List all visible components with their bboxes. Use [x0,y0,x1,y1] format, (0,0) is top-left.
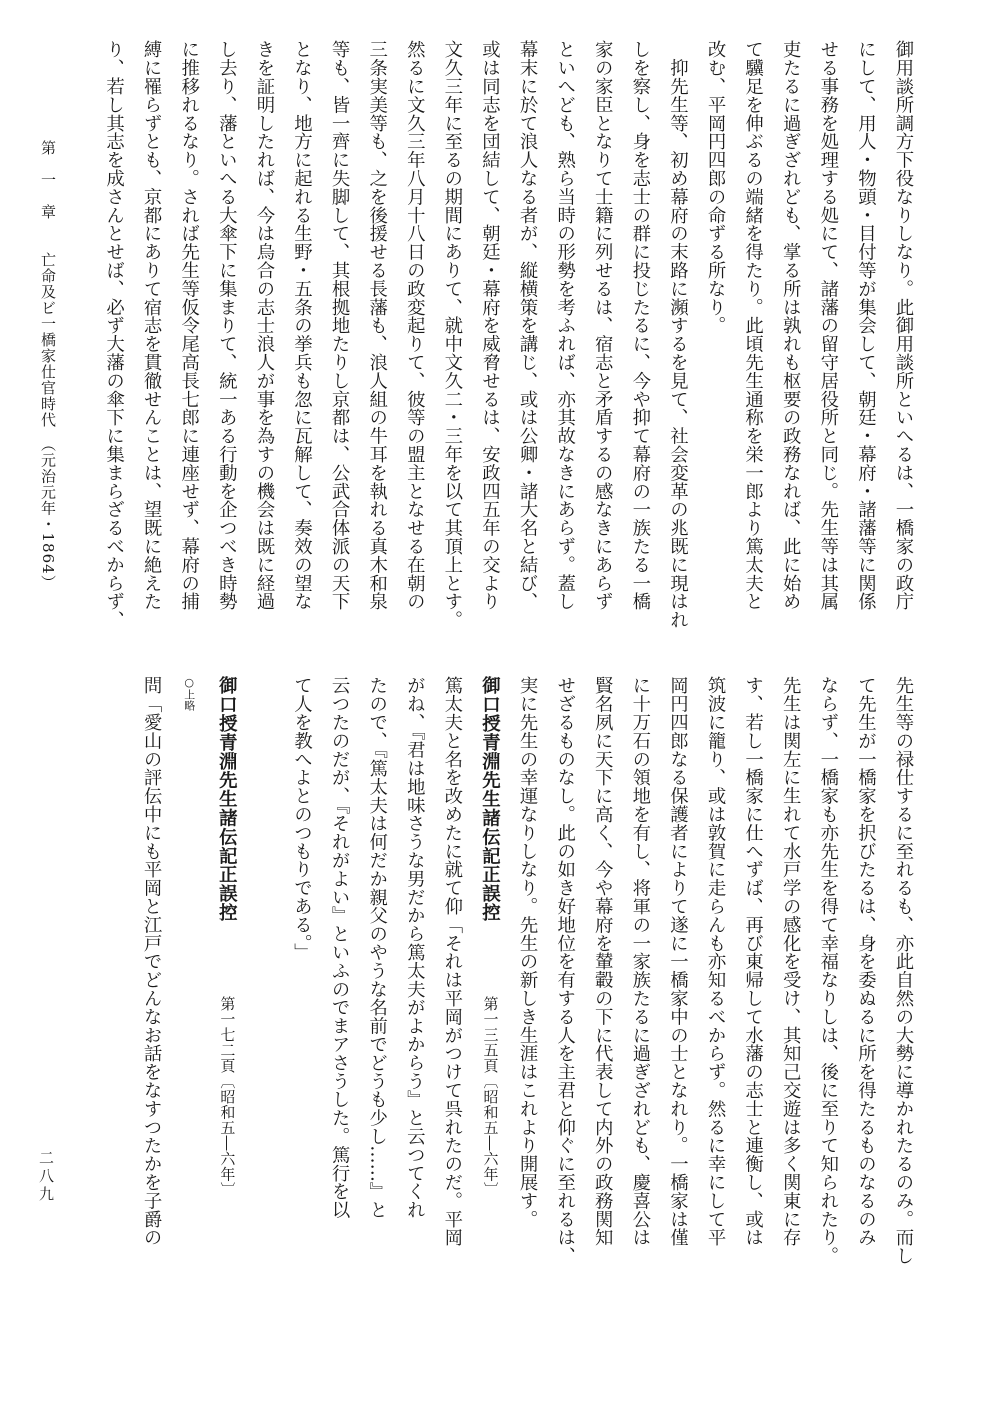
text-column: せざるものなし。此の如き好地位を有する人を主君と仰ぐに至れるは、 [554,676,576,1265]
source-heading-title: 御口授青淵先生諸伝記正誤控 [216,676,238,922]
text-column: て驥足を伸ぶるの端緒を得たり。此頃先生通称を栄一郎より篤太夫と [742,40,764,611]
text-column: 御用談所調方下役なりしなり。此御用談所といへるは、一橋家の政庁 [893,40,914,611]
text-column: せる事務を処理する処にて、諸藩の留守居役所と同じ。先生等は其属 [817,40,839,611]
text-column: 或は同志を団結して、朝廷・幕府を威脅せるは、安政四五年の交より [479,40,501,611]
text-column: り、若し其志を成さんとせば、必ず大藩の傘下に集まらざるべからず、 [103,40,125,629]
text-column: す、若し一橋家に仕へずば、再び東帰して水藩の志士と連衡し、或は [742,676,764,1247]
text-column: 然るに文久三年八月十八日の政変起りて、彼等の盟主となせる在朝の [404,40,426,611]
text-column: に十万石の領地を有し、将軍の一家族たるに過ぎざれども、慶喜公は [629,676,651,1247]
text-column: 改む、平岡円四郎の命ずる所なり。 [705,40,727,335]
text-column: 云つたのだが、『それがよい』といふのでまアさうした。篤行を以 [329,676,351,1219]
text-column: 幕末に於て浪人なる者が、縦横策を講じ、或は公卿・諸大名と結び、 [517,40,539,611]
text-column: きを証明したれば、今は烏合の志士浪人が事を為すの機会は既に経過 [253,40,275,611]
text-column: 三条実美等も、之を後援せる長藩も、浪人組の牛耳を執れる真木和泉 [366,40,388,611]
text-column: 賢名夙に天下に高く、今や幕府を輦轂の下に代表して内外の政務関知 [592,676,614,1247]
text-column: 抑先生等、初め幕府の末路に瀕するを見て、社会変革の兆既に現はれ [667,40,689,629]
text-column: 先生等の禄仕するに至れるも、亦此自然の大勢に導かれたるのみ。而し [893,676,914,1265]
text-column: 文久三年に至るの期間にありて、就中文久二・三年を以て其頂上とす。 [441,40,463,629]
text-column: 筑波に籠り、或は敦賀に走らんも亦知るべからず。然るに幸にして平 [705,676,727,1247]
text-column: に推移れるなり。されば先生等仮令尾高長七郎に連座せず、幕府の捕 [178,40,200,611]
text-column: しを察し、身を志士の群に投じたるに、今や抑て幕府の一族たる一橋 [629,40,651,611]
text-column: 問「愛山の評伝中にも平岡と江戸でどんなお話をなすつたかを子爵の [141,676,163,1247]
source-heading-ref: 第一三五頁〔昭和五―六年〕 [481,996,500,1198]
source-heading-title: 御口授青淵先生諸伝記正誤控 [479,676,501,922]
text-column: ならず、一橋家も亦先生を得て幸福なりしは、後に至りて知られたり。 [817,676,839,1265]
source-heading-ref: 第一七二頁〔昭和五―六年〕 [218,996,237,1198]
text-column: て人を教へよとのつもりである。」 [291,676,313,962]
text-column: 先生は関左に生れて水戸学の感化を受け、其知己交遊は多く関東に存 [780,676,802,1247]
text-column: たので、『篤太夫は何だか親父のやうな名前でどうも少し……』と [366,676,388,1219]
text-column: 等も、皆一齊に失脚して、其根拠地たりし京都は、公武合体派の天下 [329,40,351,611]
upper-text-block [95,40,922,640]
text-column: 縛に罹らずとも、京都にありて宿志を貫徹せんことは、望既に絶えた [141,40,163,611]
omission-note: ○上略 [182,676,196,711]
text-column: 吏たるに過ぎざれども、掌る所は孰れも枢要の政務なれば、此に始め [780,40,802,611]
chapter-header: 第 一 章 亡命及ビ一橋家仕官時代 （元治元年・1864） [39,140,57,591]
text-column: て先生が一橋家を択びたるは、身を委ぬるに所を得たるものなるのみ [855,676,877,1247]
text-column: にして、用人・物頭・目付等が集会して、朝廷・幕府・諸藩等に関係 [855,40,877,611]
text-column: といへども、熟ら当時の形勢を考ふれば、亦其故なきにあらず。蓋し [554,40,576,611]
lower-text-block [133,676,922,1272]
text-column: 岡円四郎なる保護者によりて遂に一橋家中の士となれり。一橋家は僅 [667,676,689,1247]
text-column: 家の家臣となりて士籍に列せるは、宿志と矛盾するの感なきにあらず [592,40,614,611]
source-heading [471,676,509,1272]
text-column: となり、地方に起れる生野・五条の挙兵も忽に瓦解して、奏效の望な [291,40,313,611]
source-heading [208,676,246,1272]
text-column: 実に先生の幸運なりしなり。先生の新しき生涯はこれより開展す。 [517,676,539,1228]
text-column: し去り、藩といへる大傘下に集まりて、統一ある行動を企つべき時勢 [216,40,238,611]
text-column: がね、『君は地味さうな男だから篤太夫がよからう』と云つてくれ [404,676,426,1219]
text-column: 篤太夫と名を改めたに就て仰「それは平岡がつけて呉れたのだ。平岡 [441,676,463,1247]
column-spacer [245,676,283,1272]
page-number: 二八九 [37,1150,55,1204]
